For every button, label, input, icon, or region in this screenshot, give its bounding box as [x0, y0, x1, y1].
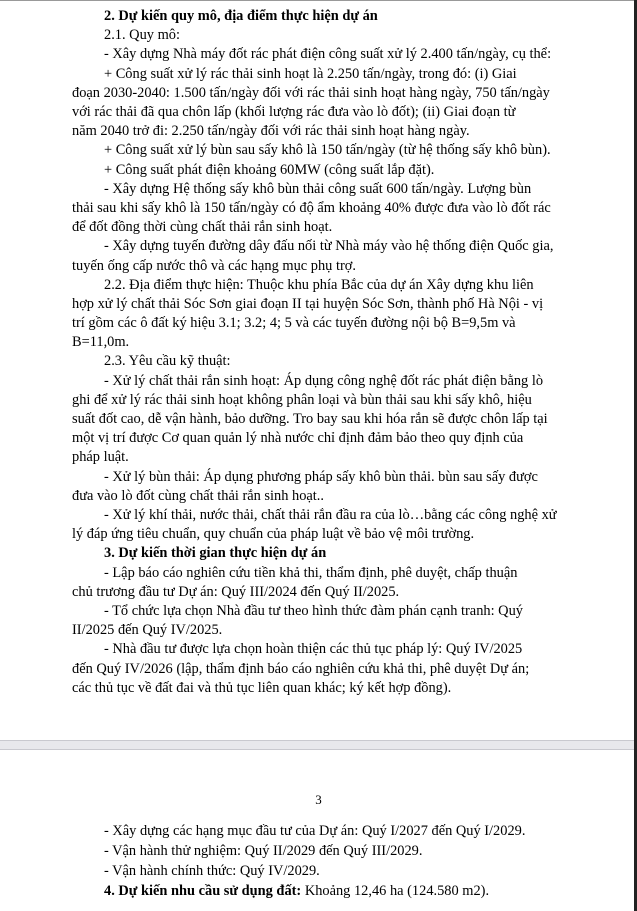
- paragraph-line: với rác thải đã qua chôn lấp (khối lượng rác đưa vào lò đốt); (ii) Giai đoạn từ: [72, 104, 516, 120]
- heading-section-3: 3. Dự kiến thời gian thực hiện dự án: [104, 545, 327, 561]
- paragraph-line: thải sau khi sấy khô là 150 tấn/ngày có độ ẩm khoảng 40% được đưa vào lò đốt rác: [72, 200, 551, 216]
- paragraph-line: B=11,0m.: [72, 334, 130, 350]
- paragraph-line: lý đáp ứng tiêu chuẩn, quy chuẩn của pháp luật về bảo vệ môi trường.: [72, 526, 475, 542]
- paragraph-line: đến Quý IV/2026 (lập, thẩm định báo cáo nghiên cứu khả thi, phê duyệt Dự án;: [72, 661, 530, 677]
- paragraph-line: - Vận hành thử nghiệm: Quý II/2029 đến Quý III/2029.: [104, 843, 423, 859]
- paragraph-line: - Xây dựng tuyến đường dây đấu nối từ Nhà máy vào hệ thống điện Quốc gia,: [104, 238, 554, 254]
- paragraph-line: II/2025 đến Quý IV/2025.: [72, 622, 223, 638]
- paragraph-line: + Công suất xử lý bùn sau sấy khô là 150 tấn/ngày (từ hệ thống sấy khô bùn).: [104, 142, 551, 158]
- section-4-label: 4. Dự kiến nhu cầu sử dụng đất:: [104, 883, 302, 899]
- paragraph-line: trí gồm các ô đất ký hiệu 3.1; 3.2; 4; 5 và các tuyến đường nội bộ B=9,5m và: [72, 315, 516, 331]
- paragraph-line: + Công suất xử lý rác thải sinh hoạt là 2.250 tấn/ngày, trong đó: (i) Giai: [104, 66, 517, 82]
- paragraph-line: - Xử lý chất thải rắn sinh hoạt: Áp dụng công nghệ đốt rác phát điện bằng lò: [104, 373, 544, 389]
- paragraph-line: pháp luật.: [72, 449, 129, 465]
- page-top-border: [0, 0, 637, 1]
- paragraph-line: để đốt đồng thời cùng chất thải rắn sinh hoạt.: [72, 219, 333, 235]
- paragraph-line: một vị trí được Cơ quan quản lý nhà nước chỉ định đảm bảo theo quy định của: [72, 430, 524, 446]
- paragraph-line: - Tổ chức lựa chọn Nhà đầu tư theo hình thức đàm phán cạnh tranh: Quý: [104, 603, 523, 619]
- heading-section-2: 2. Dự kiến quy mô, địa điểm thực hiện dự án: [104, 8, 378, 24]
- paragraph-line: đoạn 2030-2040: 1.500 tấn/ngày đối với rác thải sinh hoạt hàng ngày, 750 tấn/ngày: [72, 85, 550, 101]
- paragraph-line: + Công suất phát điện khoảng 60MW (công suất lắp đặt).: [104, 162, 435, 178]
- paragraph-line: - Xây dựng Hệ thống sấy khô bùn thải công suất 600 tấn/ngày. Lượng bùn: [104, 181, 532, 197]
- paragraph-line: năm 2040 trở đi: 2.250 tấn/ngày đối với rác thải sinh hoạt hàng ngày.: [72, 123, 470, 139]
- paragraph-line: - Vận hành chính thức: Quý IV/2029.: [104, 863, 320, 879]
- subheading-2-3: 2.3. Yêu cầu kỹ thuật:: [104, 353, 231, 369]
- subheading-2-1: 2.1. Quy mô:: [104, 27, 180, 43]
- paragraph-line: đưa vào lò đốt cùng chất thải rắn sinh hoạt..: [72, 488, 324, 504]
- paragraph-line: tuyến ống cấp nước thô và các hạng mục phụ trợ.: [72, 258, 356, 274]
- paragraph-line: các thủ tục về đất đai và thủ tục liên quan khác; ký kết hợp đồng).: [72, 680, 452, 696]
- paragraph-line: - Xây dựng Nhà máy đốt rác phát điện công suất xử lý 2.400 tấn/ngày, cụ thể:: [104, 46, 552, 62]
- paragraph-line: hợp xử lý chất thải Sóc Sơn giai đoạn II tại huyện Sóc Sơn, thành phố Hà Nội - vị: [72, 296, 544, 312]
- heading-section-4: [104, 882, 624, 900]
- paragraph-line: ghi để xử lý rác thải sinh hoạt không phân loại và bùn thải sau khi sấy khô, hiệu: [72, 392, 532, 408]
- paragraph-line: - Xử lý khí thải, nước thải, chất thải rắn đầu ra của lò…bằng các công nghệ xử: [104, 507, 557, 523]
- paragraph-line: 2.2. Địa điểm thực hiện: Thuộc khu phía Bắc của dự án Xây dựng khu liên: [104, 277, 534, 293]
- page-break-separator: [0, 740, 637, 750]
- paragraph-line: chủ trương đầu tư Dự án: Quý III/2024 đến Quý II/2025.: [72, 584, 400, 600]
- paragraph-line: - Lập báo cáo nghiên cứu tiền khả thi, thẩm định, phê duyệt, chấp thuận: [104, 565, 518, 581]
- paragraph-line: - Xử lý bùn thải: Áp dụng phương pháp sấy khô bùn thải. bùn sau sấy được: [104, 469, 538, 485]
- paragraph-line: - Nhà đầu tư được lựa chọn hoàn thiện các thủ tục pháp lý: Quý IV/2025: [104, 641, 523, 657]
- section-4-value: Khoảng 12,46 ha (124.580 m2).: [301, 883, 490, 899]
- page-number: 3: [315, 792, 322, 807]
- paragraph-line: - Xây dựng các hạng mục đầu tư của Dự án: Quý I/2027 đến Quý I/2029.: [104, 823, 526, 839]
- paragraph-line: suất đốt cao, dễ vận hành, bảo dưỡng. Tro bay sau khi hóa rắn sẽ được chôn lấp tại: [72, 411, 548, 427]
